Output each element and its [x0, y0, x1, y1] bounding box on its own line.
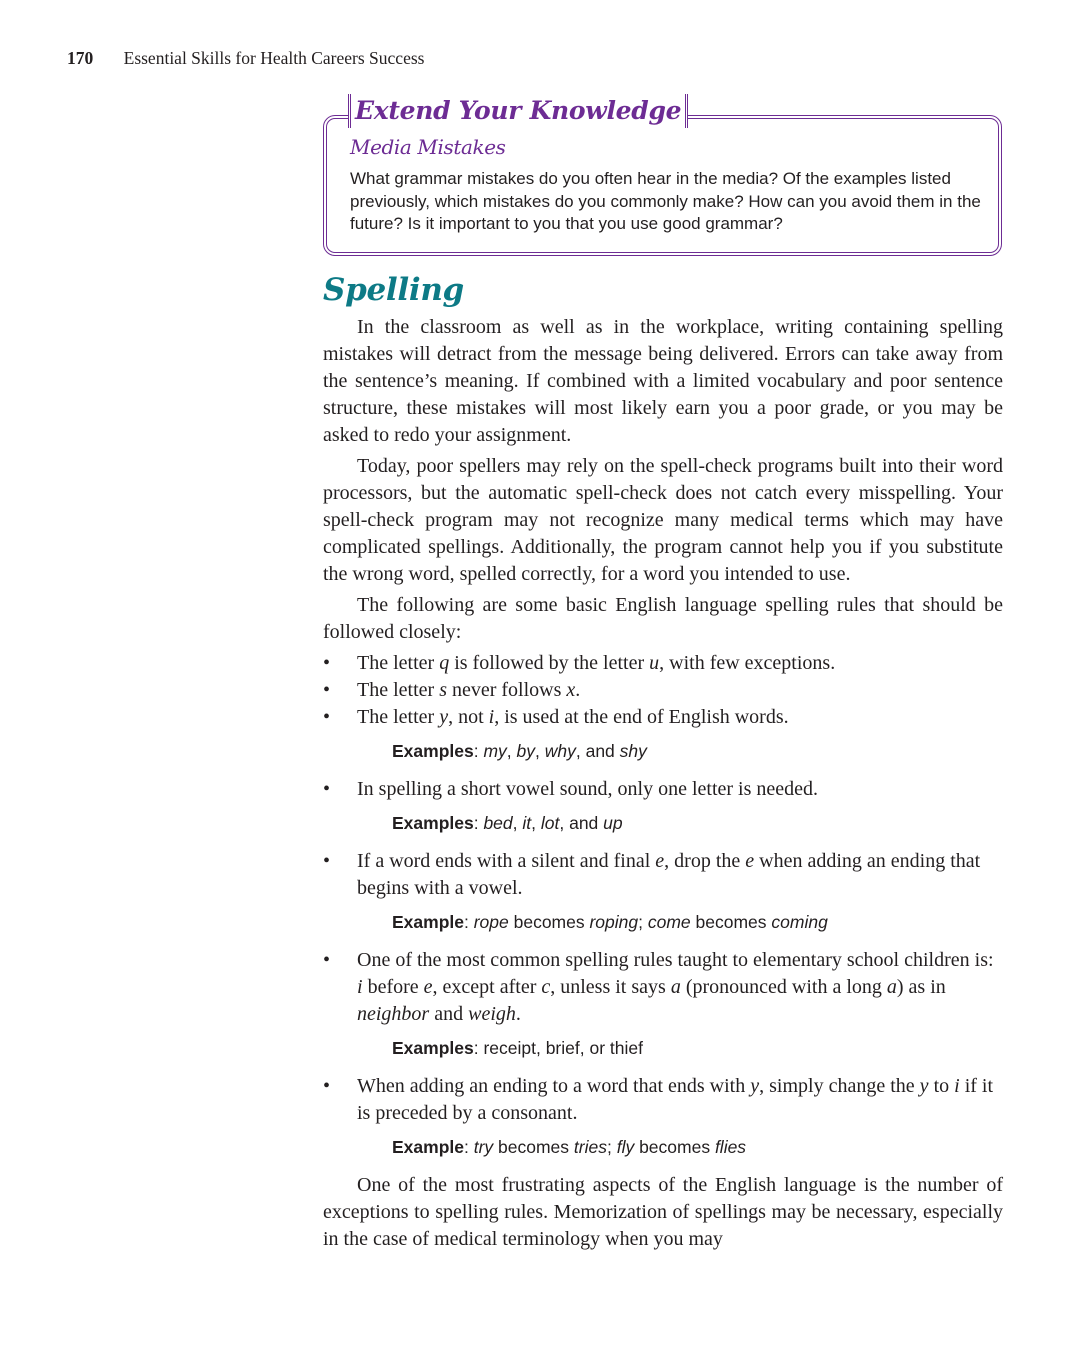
list-item [323, 947, 1003, 1028]
bullet-icon: • [323, 1075, 331, 1097]
example-label: Examples [392, 741, 474, 761]
section-body [323, 314, 1003, 1257]
example-label: Example [392, 1137, 464, 1157]
rule-text: One of the most common spelling rules taught to elementary school children is: i before e, except after c, unless it says a (pronounced with a long a) as in neighbor and weigh. [357, 949, 994, 1025]
rule-text: The letter s never follows x. [357, 679, 581, 701]
list-item [323, 848, 1003, 902]
bullet-icon: • [323, 949, 331, 971]
example-label: Examples [392, 813, 474, 833]
list-item [323, 650, 1003, 677]
rule-text: If a word ends with a silent and final e, drop the e when adding an ending that begins with a vowel. [357, 850, 981, 899]
closing-paragraph: One of the most frustrating aspects of the English language is the number of exceptions to spelling rules. Memorization of spellings may be necessary, especially in the case of medical terminology when you may [323, 1174, 1003, 1250]
list-item [323, 677, 1003, 704]
spelling-rules-list [323, 650, 1003, 1158]
rule-text: In spelling a short vowel sound, only one letter is needed. [357, 778, 819, 800]
paragraph: The following are some basic English language spelling rules that should be followed closely: [323, 594, 1003, 643]
rule-text: The letter q is followed by the letter u, with few exceptions. [357, 652, 836, 674]
extend-knowledge-title: Extend Your Knowledge [348, 94, 688, 128]
rule-text: The letter y, not i, is used at the end of English words. [357, 706, 789, 728]
list-item [323, 1073, 1003, 1127]
example-line: Examples: bed, it, lot, and up [392, 813, 623, 833]
bullet-icon: • [323, 679, 331, 701]
example-line: Example: rope becomes roping; come becomes coming [392, 912, 828, 932]
example-line: Example: try becomes tries; fly becomes flies [392, 1137, 747, 1157]
extend-knowledge-subtitle: Media Mistakes [350, 135, 506, 159]
example-line: Examples: receipt, brief, or thief [392, 1038, 643, 1058]
paragraph: In the classroom as well as in the workplace, writing containing spelling mistakes will detract from the message being delivered. Errors can take away from the sentence’s meaning. If combined with a limited vocabulary and poor sentence structure, these mistakes will most likely earn you a poor grade, or you may be asked to redo your assignment. [323, 316, 1003, 446]
example-label: Examples [392, 1038, 474, 1058]
running-head [67, 48, 424, 69]
rule-text: When adding an ending to a word that ends with y, simply change the y to i if it is preceded by a consonant. [357, 1075, 994, 1124]
extend-knowledge-body: What grammar mistakes do you often hear in the media? Of the examples listed previously, which mistakes do you commonly make? How can you avoid them in the future? Is it important to you that you use good grammar? [350, 169, 981, 233]
example-label: Example [392, 912, 464, 932]
book-title: Essential Skills for Health Careers Success [123, 48, 425, 68]
page-number: 170 [67, 48, 94, 68]
bullet-icon: • [323, 850, 331, 872]
bullet-icon: • [323, 778, 331, 800]
list-item [323, 704, 1003, 731]
bullet-icon: • [323, 706, 331, 728]
section-title: Spelling [323, 272, 464, 308]
paragraph: Today, poor spellers may rely on the spell-check programs built into their word processors, but the automatic spell-check does not catch every misspelling. Your spell-check program may not recognize many medical terms which may have complicated spellings. Additionally, the program cannot help you if you substitute the wrong word, spelled correctly, for a word you intended to use. [323, 455, 1003, 585]
example-line: Examples: my, by, why, and shy [392, 741, 647, 761]
list-item [323, 776, 1003, 803]
bullet-icon: • [323, 652, 331, 674]
